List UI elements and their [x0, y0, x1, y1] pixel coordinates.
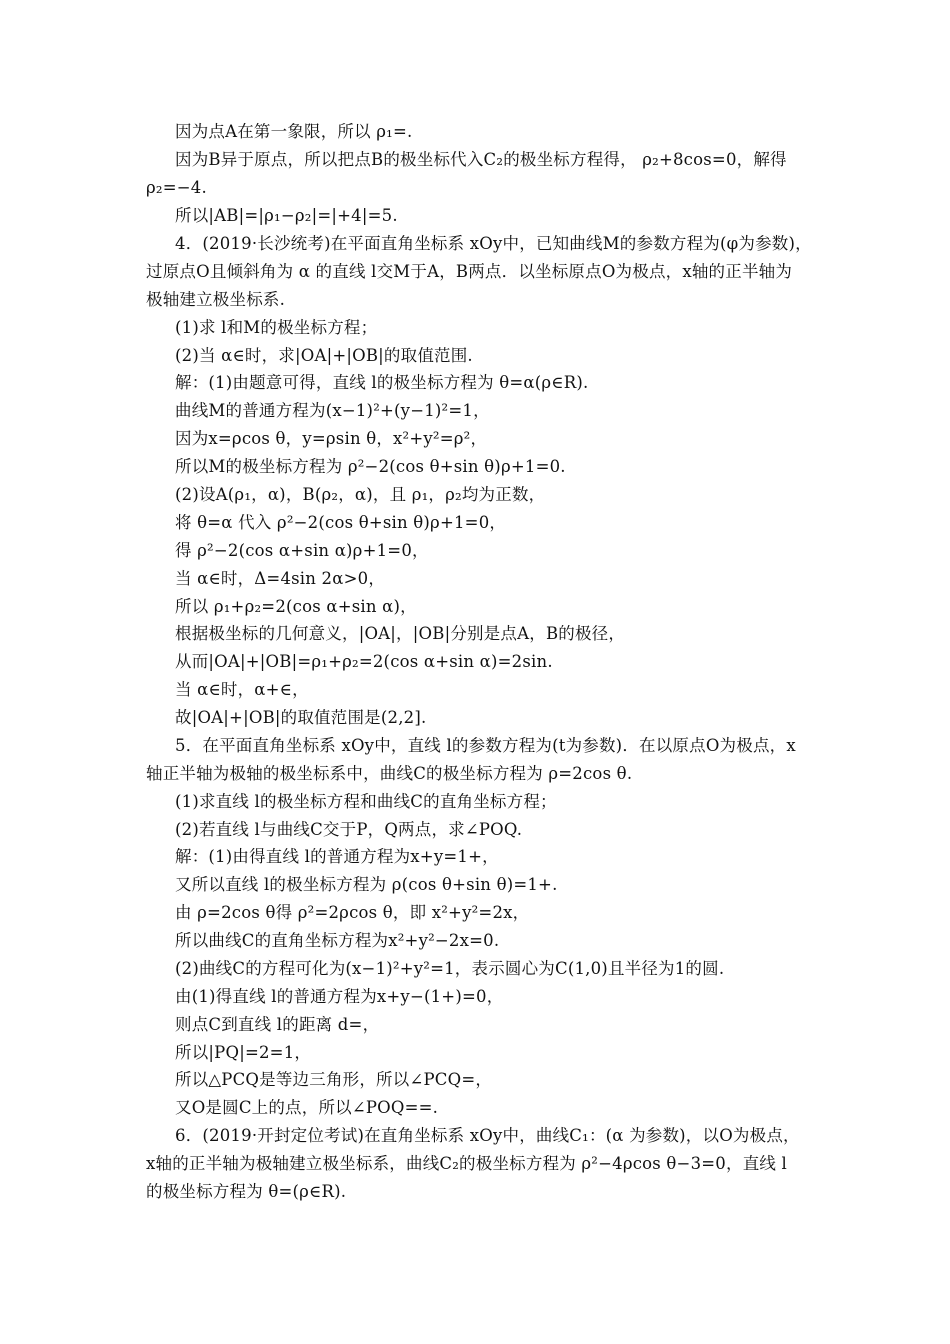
- text-line: 所以|PQ|=2=1，: [175, 1043, 312, 1062]
- text-line: 所以 ρ₁+ρ₂=2(cos α+sin α)，: [175, 597, 417, 616]
- text-line: (1)求 l和M的极坐标方程；: [175, 318, 378, 337]
- problem-6-stem: 6．(2019·开封定位考试)在直角坐标系 xOy中，曲线C₁：(α 为参数)，以O为极点，: [175, 1126, 800, 1145]
- text-line: 又所以直线 l的极坐标方程为 ρ(cos θ+sin θ)=1+.: [175, 875, 558, 894]
- text-line: ρ₂=−4.: [146, 178, 207, 197]
- text-line: (2)当 α∈时，求|OA|+|OB|的取值范围.: [175, 346, 473, 365]
- text-line: x轴的正半轴为极轴建立极坐标系，曲线C₂的极坐标方程为 ρ²−4ρcos θ−3=0，直线 l: [146, 1154, 788, 1173]
- text-line: (2)设A(ρ₁，α)，B(ρ₂，α)，且 ρ₁，ρ₂均为正数，: [175, 485, 546, 504]
- text-line: 则点C到直线 l的距离 d=，: [175, 1015, 380, 1034]
- solution-4-start: 解：(1)由题意可得，直线 l的极坐标方程为 θ=α(ρ∈R).: [175, 373, 589, 392]
- text-line: 根据极坐标的几何意义，|OA|，|OB|分别是点A，B的极径，: [175, 624, 626, 643]
- problem-5-stem: 5．在平面直角坐标系 xOy中，直线 l的参数方程为(t为参数)．在以原点O为极点，x: [175, 736, 796, 755]
- text-line: 又O是圆C上的点，所以∠POQ==.: [175, 1098, 439, 1117]
- text-line: 将 θ=α 代入 ρ²−2(cos θ+sin θ)ρ+1=0，: [175, 513, 507, 532]
- text-line: 得 ρ²−2(cos α+sin α)ρ+1=0，: [175, 541, 429, 560]
- text-line: 的极坐标方程为 θ=(ρ∈R).: [146, 1182, 347, 1201]
- text-line: 由(1)得直线 l的普通方程为x+y−(1+)=0，: [175, 987, 504, 1006]
- text-line: 因为B异于原点，所以把点B的极坐标代入C₂的极坐标方程得， ρ₂+8cos=0，解得: [175, 150, 787, 169]
- text-line: 当 α∈时，Δ=4sin 2α>0，: [175, 569, 386, 588]
- problem-4-stem: 4．(2019·长沙统考)在平面直角坐标系 xOy中，已知曲线M的参数方程为(φ为参数)，: [175, 234, 812, 253]
- text-line: 所以M的极坐标方程为 ρ²−2(cos θ+sin θ)ρ+1=0.: [175, 457, 566, 476]
- text-line: 所以△PCQ是等边三角形，所以∠PCQ=，: [175, 1070, 493, 1089]
- text-line: 因为点A在第一象限，所以 ρ₁=.: [175, 122, 413, 141]
- text-line: 轴正半轴为极轴的极坐标系中，曲线C的极坐标方程为 ρ=2cos θ.: [146, 764, 633, 783]
- text-line: 因为x=ρcos θ，y=ρsin θ，x²+y²=ρ²，: [175, 429, 488, 448]
- text-line: 从而|OA|+|OB|=ρ₁+ρ₂=2(cos α+sin α)=2sin.: [175, 652, 553, 671]
- text-line: 所以曲线C的直角坐标方程为x²+y²−2x=0.: [175, 931, 500, 950]
- text-line: (1)求直线 l的极坐标方程和曲线C的直角坐标方程；: [175, 792, 557, 811]
- text-line: (2)曲线C的方程可化为(x−1)²+y²=1，表示圆心为C(1,0)且半径为1的圆.: [175, 959, 725, 978]
- text-line: 由 ρ=2cos θ得 ρ²=2ρcos θ，即 x²+y²=2x，: [175, 903, 530, 922]
- text-line: 曲线M的普通方程为(x−1)²+(y−1)²=1，: [175, 401, 490, 420]
- text-line: 过原点O且倾斜角为 α 的直线 l交M于A，B两点．以坐标原点O为极点，x轴的正半轴为: [146, 262, 793, 281]
- text-line: 故|OA|+|OB|的取值范围是(2,2].: [175, 708, 427, 727]
- text-line: 所以|AB|=|ρ₁−ρ₂|=|+4|=5.: [175, 206, 398, 225]
- text-line: 极轴建立极坐标系.: [146, 290, 286, 309]
- solution-5-start: 解：(1)由得直线 l的普通方程为x+y=1+，: [175, 847, 499, 866]
- text-line: 当 α∈时，α+∈，: [175, 680, 309, 699]
- text-line: (2)若直线 l与曲线C交于P，Q两点，求∠POQ.: [175, 820, 523, 839]
